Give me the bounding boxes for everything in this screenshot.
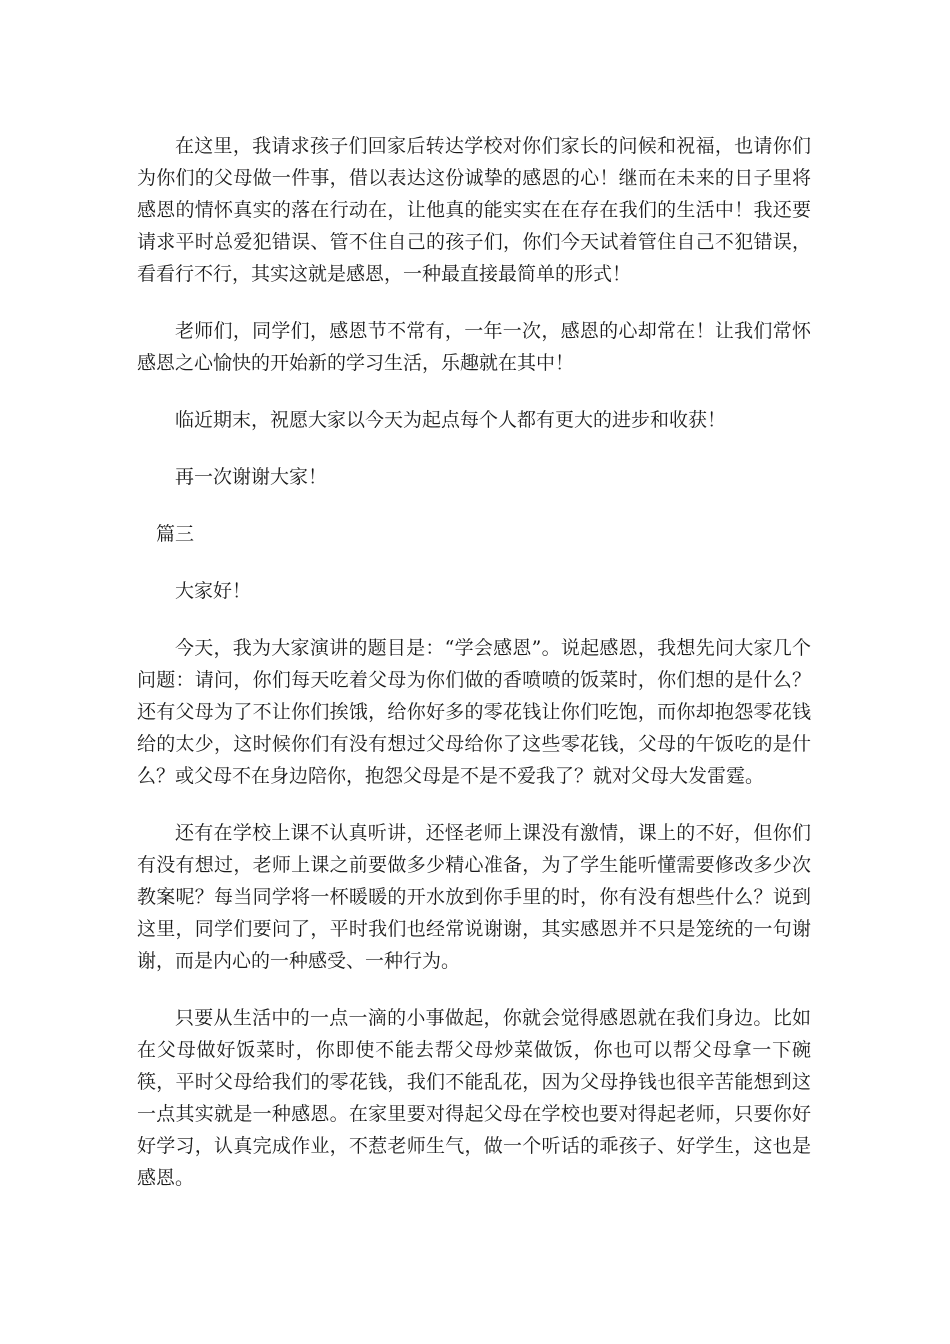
paragraph-gratitude-request: 在这里，我请求孩子们回家后转达学校对你们家长的问候和祝福，也请你们为你们的父母做一件事，借以表达这份诚挚的感恩的心！继而在未来的日子里将感恩的情怀真实的落在行动在，让他真的能实实在在存在我们的生活中！我还要请求平时总爱犯错误、管不住自己的孩子们，你们今天试着管住自己不犯错误，看看行不行，其实这就是感恩，一种最直接最简单的形式！	[137, 135, 811, 285]
paragraph-thanks-again: 再一次谢谢大家！	[175, 466, 328, 488]
section-heading: 篇三	[156, 523, 195, 545]
paragraph-small-things: 只要从生活中的一点一滴的小事做起，你就会觉得感恩就在我们身边。比如在父母做好饭菜时，你即使不能去帮父母炒菜做饭，你也可以帮父母拿一下碗筷，平时父母给我们的零花钱，我们不能乱花，因为父母挣钱也很辛苦能想到这一点其实就是一种感恩。在家里要对得起父母在学校也要对得起老师，只要你好好学习，认真完成作业，不惹老师生气，做一个听话的乖孩子、好学生，这也是感恩。	[137, 1007, 811, 1189]
paragraph-end-of-term-wish: 临近期末，祝愿大家以今天为起点每个人都有更大的进步和收获！	[175, 409, 727, 431]
paragraph-school-classes: 还有在学校上课不认真听讲，还怪老师上课没有激情，课上的不好，但你们有没有想过，老师上课之前要做多少精心准备，为了学生能听懂需要修改多少次教案呢？每当同学将一杯暖暖的开水放到你手里的时，你有没有想些什么？说到这里，同学们要问了，平时我们也经常说谢谢，其实感恩并不只是笼统的一句谢谢，而是内心的一种感受、一种行为。	[137, 822, 811, 972]
document-body	[137, 130, 811, 1219]
paragraph-teachers-students: 老师们，同学们，感恩节不常有，一年一次，感恩的心却常在！让我们常怀感恩之心愉快的开始新的学习生活，乐趣就在其中！	[137, 320, 811, 374]
paragraph-greeting: 大家好！	[175, 580, 252, 602]
paragraph-speech-topic: 今天，我为大家演讲的题目是：“学会感恩”。说起感恩，我想先问大家几个问题：请问，你们每天吃着父母为你们做的香喷喷的饭菜时，你们想的是什么？还有父母为了不让你们挨饿，给你好多的零花钱让你们吃饱，而你却抱怨零花钱给的太少，这时候你们有没有想过父母给你了这些零花钱，父母的午饭吃的是什么？或父母不在身边陪你，抱怨父母是不是不爱我了？就对父母大发雷霆。	[137, 637, 811, 787]
